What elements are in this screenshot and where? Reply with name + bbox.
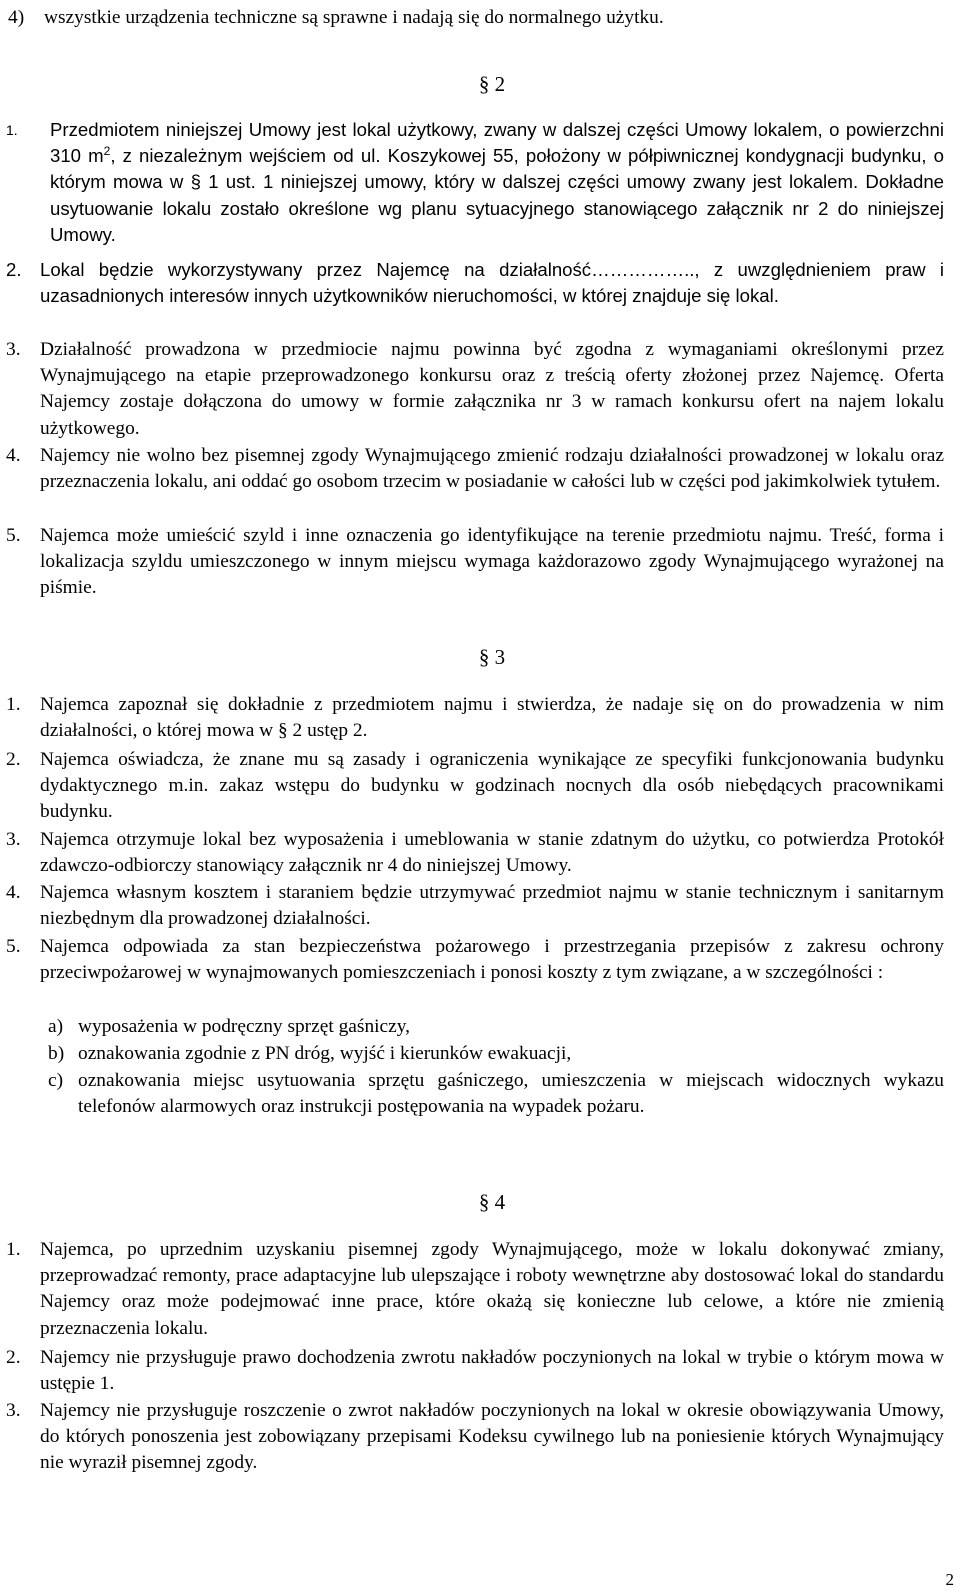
s2-p1-text: Przedmiotem niniejszej Umowy jest lokal użytkowy, zwany w dalszej części Umowy lokalem, o powierzchni 310 $m^2$, z niezależnym wejściem od ul. Koszykowej 55, położony w półpiwnicznej kondygnacji budynku, o którym mowa w § 1 ust. 1 niniejszej umowy, który w dalszej części umowy zwany jest lokalem. Dokładne usytuowanie lokalu zostało określone wg planu sytuacyjnego stanowiącego załącznik nr 2 do niniejszej Umowy. <box>50 119 944 245</box>
s3-p1-text: Najemca zapoznał się dokładnie z przedmiotem najmu i stwierdza, że nadaje się on do prowadzenia w nim działalności, o której mowa w § 2 ustęp 2. <box>40 694 944 742</box>
section-2-heading: § 2 <box>478 72 506 96</box>
s3-p2-text: Najemca oświadcza, że znane mu są zasady i ograniczenia wynikające ze specyfiki funkcjonowania budynku dydaktycznego m.in. zakaz wstępu do budynku w godzinach nocnych dla osób niebędących pracownikami budynku. <box>40 749 944 823</box>
s3-p5-text: Najemca odpowiada za stan bezpieczeństwa pożarowego i przestrzegania przepisów z zakresu ochrony przeciwpożarowej w wynajmowanych pomieszczeniach i ponosi koszty z tym związane, a w szczególności : <box>40 936 944 984</box>
s2-p4-number: 4. <box>6 445 21 466</box>
superscript-2: 2 <box>103 144 111 159</box>
section-4-heading: § 4 <box>478 1190 506 1214</box>
s4-p1-text: Najemca, po uprzednim uzyskaniu pisemnej zgody Wynajmującego, może w lokalu dokonywać zmiany, przeprowadzać remonty, prace adaptacyjne lub ulepszające i roboty wewnętrzne aby dostosować lokal do standardu Najemcy oraz może podejmować inne prace, które okażą się konieczne lub celowe, a które nie zmienią przeznaczenia lokalu. <box>40 1239 944 1339</box>
s3-p4-text: Najemca własnym kosztem i staraniem będzie utrzymywać przedmiot najmu w stanie technicznym i sanitarnym niezbędnym dla prowadzonej działalności. <box>40 882 944 930</box>
s2-p2-number: 2. <box>6 259 22 280</box>
section-3-heading: § 3 <box>478 645 506 669</box>
intro-item-number: 4) <box>8 7 25 28</box>
s3-p1-number: 1. <box>6 694 21 715</box>
s2-p5-number: 5. <box>6 525 21 546</box>
s3-p2-number: 2. <box>6 749 21 770</box>
s3-c-letter: c) <box>48 1070 64 1091</box>
s2-p3-text: Działalność prowadzona w przedmiocie najmu powinna być zgodna z wymaganiami określonymi przez Wynajmującego na etapie przeprowadzonego konkursu oraz z treścią oferty złożonej przez Najemcę. Oferta Najemcy zostaje dołączona do umowy w formie załącznika nr 3 w ramach konkursu ofert na najem lokalu użytkowego. <box>40 339 944 439</box>
s3-a-text: wyposażenia w podręczny sprzęt gaśniczy, <box>78 1016 411 1037</box>
s3-p5-number: 5. <box>6 936 21 957</box>
s2-p3-number: 3. <box>6 339 21 360</box>
s4-p2-text: Najemcy nie przysługuje prawo dochodzenia zwrotu nakładów poczynionych na lokal w trybie o którym mowa w ustępie 1. <box>40 1347 944 1395</box>
s4-p3-text: Najemcy nie przysługuje roszczenie o zwrot nakładów poczynionych na lokal w okresie obowiązywania Umowy, do których ponoszenia jest zobowiązany przepisami Kodeksu cywilnego lub na poniesienie których Wynajmujący nie wyraził pisemnej zgody. <box>40 1400 944 1474</box>
s4-p2-number: 2. <box>6 1347 21 1368</box>
s2-p5-text: Najemca może umieścić szyld i inne oznaczenia go identyfikujące na terenie przedmiotu najmu. Treść, forma i lokalizacja szyldu umieszczonego w innym miejscu wymaga każdorazowo zgody Wynajmującego wyrażonej na piśmie. <box>40 525 944 599</box>
intro-item-text: wszystkie urządzenia techniczne są sprawne i nadają się do normalnego użytku. <box>44 7 664 28</box>
s2-p1-number: 1. <box>6 122 18 138</box>
s3-p3-text: Najemca otrzymuje lokal bez wyposażenia i umeblowania w stanie zdatnym do użytku, co potwierdza Protokół zdawczo-odbiorczy stanowiący załącznik nr 4 do niniejszej Umowy. <box>40 829 944 877</box>
s2-p4-text: Najemcy nie wolno bez pisemnej zgody Wynajmującego zmienić rodzaju działalności prowadzonej w lokalu oraz przeznaczenia lokalu, ani oddać go osobom trzecim w posiadanie w całości lub w części pod jakimkolwiek tytułem. <box>40 445 944 493</box>
s3-p4-number: 4. <box>6 882 21 903</box>
s3-b-text: oznakowania zgodnie z PN dróg, wyjść i kierunków ewakuacji, <box>78 1043 572 1064</box>
page-number: 2 <box>945 1569 954 1589</box>
s3-c-text: oznakowania miejsc usytuowania sprzętu gaśniczego, umieszczenia w miejscach widocznych wykazu telefonów alarmowych oraz instrukcji postępowania na wypadek pożaru. <box>78 1070 944 1118</box>
s3-b-letter: b) <box>48 1043 65 1064</box>
s3-a-letter: a) <box>48 1016 64 1037</box>
s4-p3-number: 3. <box>6 1400 21 1421</box>
s4-p1-number: 1. <box>6 1239 21 1260</box>
s3-p3-number: 3. <box>6 829 21 850</box>
s2-p2-text: Lokal będzie wykorzystywany przez Najemcę na działalność…………….., z uwzględnieniem praw i uzasadnionych interesów innych użytkowników nieruchomości, w której znajduje się lokal. <box>40 259 944 307</box>
